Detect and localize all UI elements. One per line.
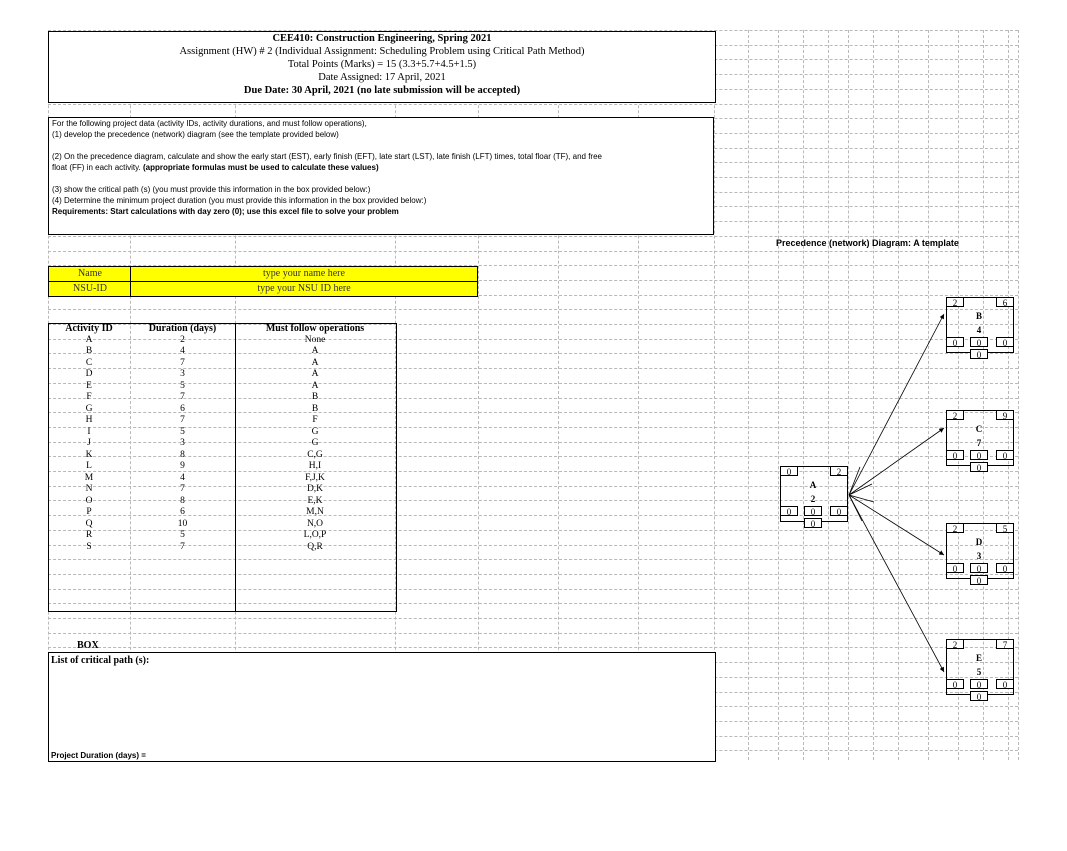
- duration-cell: 7: [180, 357, 185, 368]
- must-follow-cell: G: [311, 426, 319, 437]
- instruction-4: (4) Determine the minimum project duration (you must provide this information in the box provided below:): [52, 196, 427, 205]
- must-follow-cell: A: [311, 346, 319, 356]
- arrow-a-b: [849, 314, 944, 495]
- must-follow-cell: B: [311, 403, 319, 414]
- must-follow-cell: H,I: [308, 461, 322, 471]
- duration-cell: 8: [180, 495, 185, 506]
- early-finish: 6: [996, 297, 1014, 307]
- course-title: CEE410: Construction Engineering, Spring 2021: [272, 33, 492, 44]
- activity-duration: 2: [810, 494, 816, 504]
- arrow-a-e: [849, 495, 944, 672]
- duration-cell: 7: [180, 484, 185, 494]
- due-date: Due Date: 30 April, 2021 (no late submission will be accepted): [243, 85, 521, 96]
- col-must-follow: Must follow operations: [265, 323, 365, 334]
- must-follow-cell: A: [311, 357, 319, 368]
- duration-cell: 3: [180, 369, 185, 379]
- activity-label: A: [809, 480, 817, 490]
- project-duration-label: Project Duration (days) =: [51, 751, 146, 760]
- duration-cell: 6: [180, 403, 185, 414]
- arrow-stub-3: [849, 495, 874, 502]
- activity-label: D: [975, 537, 983, 547]
- date-assigned: Date Assigned: 17 April, 2021: [318, 72, 446, 83]
- early-finish: 5: [996, 523, 1014, 533]
- duration-cell: 4: [180, 346, 185, 356]
- must-follow-cell: F: [312, 415, 318, 425]
- early-start: 2: [946, 523, 964, 533]
- activity-id-cell: D: [85, 369, 93, 379]
- early-finish: 2: [830, 466, 848, 476]
- activity-id-cell: M: [84, 472, 94, 483]
- activity-id-cell: J: [87, 438, 91, 448]
- activity-id-cell: I: [87, 426, 91, 437]
- activity-id-cell: H: [85, 415, 93, 425]
- duration-cell: 5: [180, 426, 185, 437]
- col-duration: Duration (days): [148, 323, 217, 334]
- total-float: 0: [970, 563, 988, 573]
- activity-duration: 5: [976, 667, 982, 677]
- nsu-id-label: NSU-ID: [48, 281, 132, 297]
- activity-id-cell: A: [85, 334, 93, 345]
- free-float: 0: [970, 462, 988, 472]
- activity-label: E: [975, 653, 982, 663]
- diagram-title: Precedence (network) Diagram: A template: [776, 238, 959, 248]
- total-float: 0: [970, 450, 988, 460]
- late-finish: 0: [996, 563, 1014, 573]
- late-start: 0: [946, 450, 964, 460]
- must-follow-cell: A: [311, 369, 319, 379]
- activity-id-cell: S: [86, 541, 92, 552]
- early-finish: 9: [996, 410, 1014, 420]
- total-float: 0: [970, 679, 988, 689]
- must-follow-cell: D,K: [306, 484, 324, 494]
- late-start: 0: [946, 563, 964, 573]
- must-follow-cell: G: [311, 438, 319, 448]
- early-finish: 7: [996, 639, 1014, 649]
- duration-cell: 2: [180, 334, 185, 345]
- activity-id-cell: E: [86, 380, 92, 391]
- duration-cell: 8: [180, 449, 185, 460]
- total-float: 0: [804, 506, 822, 516]
- must-follow-cell: A: [311, 380, 319, 391]
- instruction-2-formulas: (appropriate formulas must be used to calculate these values): [143, 163, 379, 172]
- arrow-a-d: [849, 495, 944, 555]
- critical-path-label: List of critical path (s):: [51, 655, 150, 666]
- must-follow-cell: E,K: [307, 495, 323, 506]
- must-follow-cell: M,N: [306, 507, 324, 517]
- duration-cell: 9: [180, 461, 185, 471]
- activity-duration: 4: [976, 325, 982, 335]
- nsu-id-input[interactable]: type your NSU ID here: [130, 281, 478, 297]
- activity-id-cell: Q: [85, 518, 93, 529]
- activity-node-c[interactable]: [946, 410, 1014, 473]
- activity-id-cell: F: [86, 392, 92, 402]
- free-float: 0: [970, 349, 988, 359]
- must-follow-cell: B: [311, 392, 319, 402]
- name-label: Name: [48, 266, 132, 282]
- requirements: Requirements: Start calculations with day zero (0); use this excel file to solve your problem: [52, 207, 399, 216]
- total-points: Total Points (Marks) = 15 (3.3+5.7+4.5+1.5): [287, 59, 477, 70]
- duration-cell: 7: [180, 392, 185, 402]
- activity-label: B: [975, 311, 982, 321]
- activity-node-e[interactable]: [946, 639, 1014, 702]
- name-input[interactable]: type your name here: [130, 266, 478, 282]
- instruction-1: (1) develop the precedence (network) diagram (see the template provided below): [52, 130, 339, 139]
- activity-duration: 7: [976, 438, 982, 448]
- late-start: 0: [946, 337, 964, 347]
- must-follow-cell: F,J,K: [305, 472, 325, 483]
- duration-cell: 5: [180, 380, 185, 391]
- free-float: 0: [804, 518, 822, 528]
- free-float: 0: [970, 691, 988, 701]
- early-start: 2: [946, 297, 964, 307]
- activity-id-cell: N: [85, 484, 93, 494]
- activity-duration: 3: [976, 551, 982, 561]
- instruction-3: (3) show the critical path (s) (you must provide this information in the box provided below:): [52, 185, 371, 194]
- activity-id-cell: B: [85, 346, 93, 356]
- must-follow-cell: C,G: [307, 449, 323, 460]
- early-start: 2: [946, 410, 964, 420]
- duration-cell: 5: [180, 530, 185, 540]
- activity-id-cell: G: [85, 403, 93, 414]
- activity-id-cell: C: [85, 357, 93, 368]
- assignment-title: Assignment (HW) # 2 (Individual Assignment: Scheduling Problem using Critical Path Method): [179, 46, 585, 57]
- duration-cell: 3: [180, 438, 185, 448]
- activity-id-cell: K: [85, 449, 93, 460]
- activity-label: C: [975, 424, 983, 434]
- late-finish: 0: [830, 506, 848, 516]
- instruction-2-cont: float (FF) in each activity.: [52, 163, 143, 172]
- duration-cell: 4: [180, 472, 185, 483]
- arrow-a-c: [849, 428, 944, 495]
- late-finish: 0: [996, 337, 1014, 347]
- late-finish: 0: [996, 679, 1014, 689]
- must-follow-cell: N,O: [306, 518, 324, 529]
- activity-id-cell: P: [86, 507, 92, 517]
- late-start: 0: [946, 679, 964, 689]
- duration-cell: 10: [177, 518, 188, 529]
- free-float: 0: [970, 575, 988, 585]
- activity-id-cell: R: [85, 530, 93, 540]
- activity-node-d[interactable]: [946, 523, 1014, 586]
- instruction-2: (2) On the precedence diagram, calculate and show the early start (EST), early finish (EFT), late start (LST), late finish (LFT) times, total floar (TF), and free: [52, 152, 602, 161]
- col-activity-id: Activity ID: [65, 323, 113, 334]
- activity-id-cell: O: [85, 495, 93, 506]
- must-follow-cell: L,O,P: [303, 530, 327, 540]
- instruction-intro: For the following project data (activity IDs, activity durations, and must follow operations),: [52, 119, 367, 128]
- late-finish: 0: [996, 450, 1014, 460]
- late-start: 0: [780, 506, 798, 516]
- must-follow-cell: None: [304, 334, 326, 345]
- early-start: 2: [946, 639, 964, 649]
- box-label: BOX: [77, 640, 99, 651]
- activity-node-b[interactable]: [946, 297, 1014, 360]
- must-follow-cell: Q,R: [307, 541, 323, 552]
- total-float: 0: [970, 337, 988, 347]
- early-start: 0: [780, 466, 798, 476]
- activity-id-cell: L: [86, 461, 92, 471]
- duration-cell: 6: [180, 507, 185, 517]
- duration-cell: 7: [180, 541, 185, 552]
- duration-cell: 7: [180, 415, 185, 425]
- activity-node-a[interactable]: [780, 466, 848, 529]
